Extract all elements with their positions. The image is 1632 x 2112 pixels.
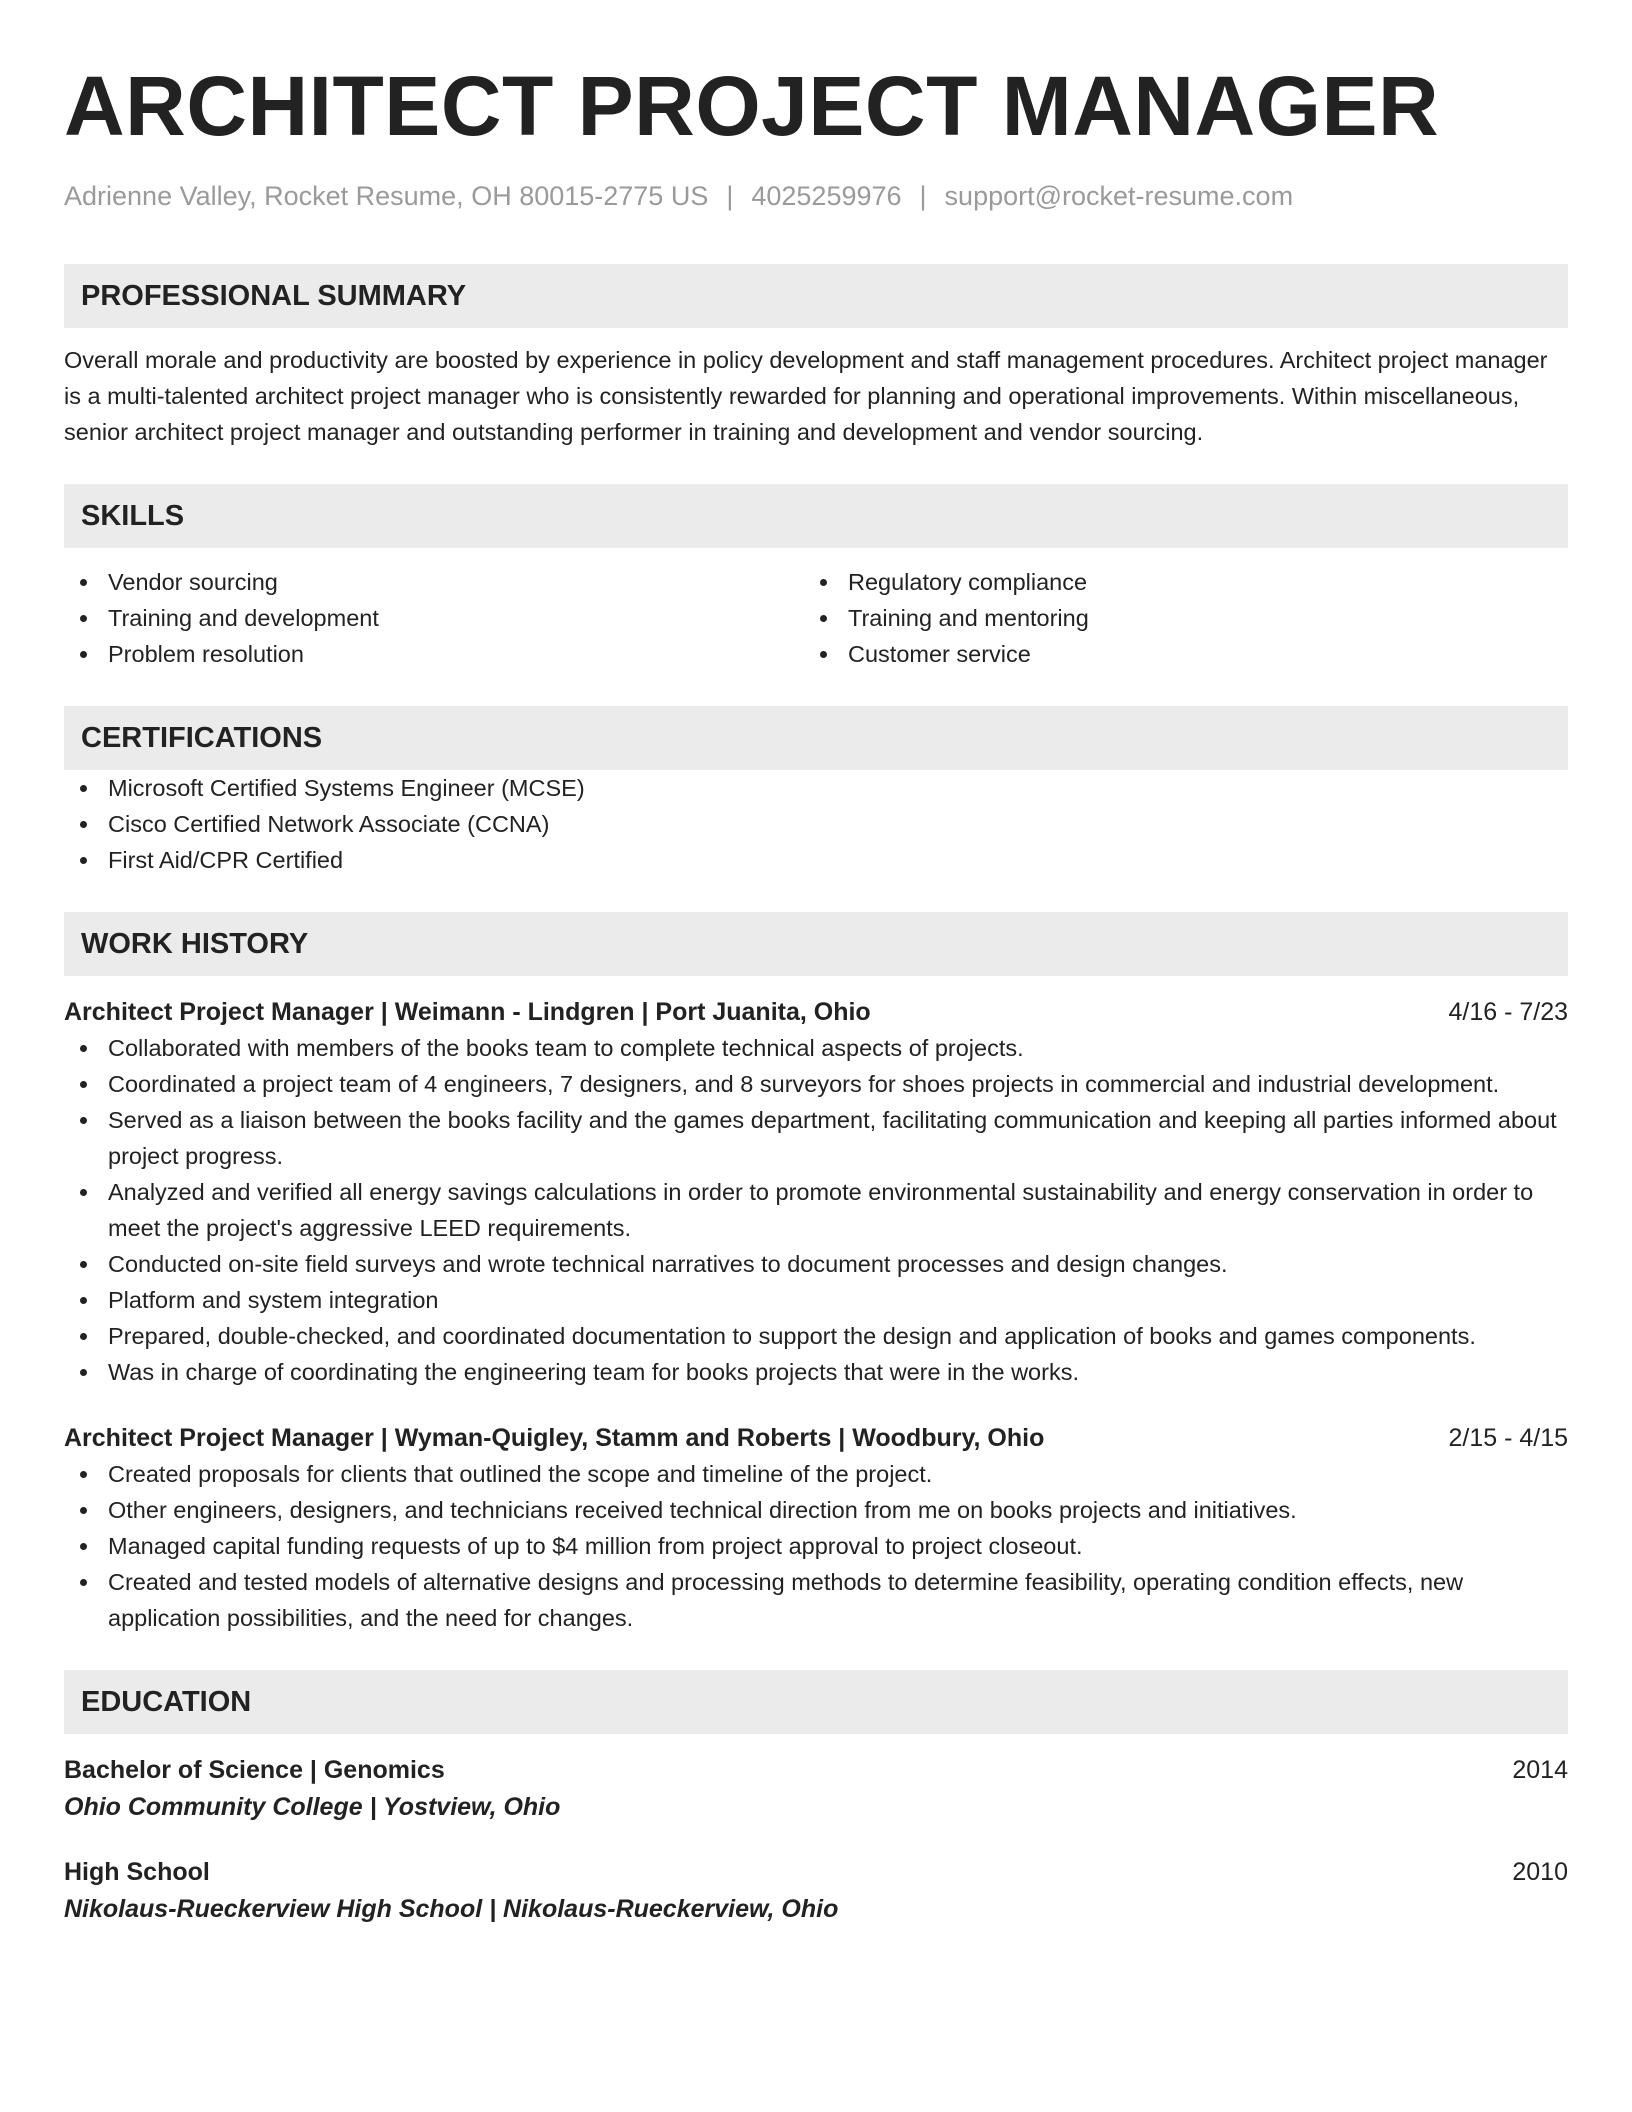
work-history-heading: WORK HISTORY <box>64 912 1568 976</box>
job-entry <box>64 1420 1568 1636</box>
skill-item: Training and mentoring <box>804 600 1544 636</box>
contact-email: support@rocket-resume.com <box>944 181 1294 211</box>
job-bullet: Other engineers, designers, and technicians received technical direction from me on books projects and initiatives. <box>64 1492 1568 1528</box>
certification-item: First Aid/CPR Certified <box>64 842 1568 878</box>
summary-heading: PROFESSIONAL SUMMARY <box>64 264 1568 328</box>
job-title: Architect Project Manager | Weimann - Lindgren | Port Juanita, Ohio <box>64 998 871 1026</box>
education-year: 2010 <box>1512 1858 1568 1886</box>
work-history-section <box>64 912 1568 1636</box>
job-bullet: Prepared, double-checked, and coordinated documentation to support the design and application of books and games components. <box>64 1318 1568 1354</box>
job-header <box>64 994 1568 1030</box>
job-bullet: Collaborated with members of the books team to complete technical aspects of projects. <box>64 1030 1568 1066</box>
certification-item: Cisco Certified Network Associate (CCNA) <box>64 806 1568 842</box>
job-bullet: Managed capital funding requests of up to $4 million from project approval to project closeout. <box>64 1528 1568 1564</box>
education-degree: Bachelor of Science | Genomics <box>64 1756 445 1784</box>
certifications-heading: CERTIFICATIONS <box>64 706 1568 770</box>
skill-item: Regulatory compliance <box>804 564 1544 600</box>
education-school: Ohio Community College | Yostview, Ohio <box>64 1793 561 1821</box>
job-bullet: Created and tested models of alternative designs and processing methods to determine feasibility, operating condition effects, new application possibilities, and the need for changes. <box>64 1564 1568 1636</box>
skills-section <box>64 484 1568 672</box>
education-heading: EDUCATION <box>64 1670 1568 1734</box>
education-entry <box>64 1854 1568 1928</box>
education-school: Nikolaus-Rueckerview High School | Nikolaus-Rueckerview, Ohio <box>64 1895 839 1923</box>
education-header <box>64 1854 1568 1890</box>
skill-item: Training and development <box>64 600 804 636</box>
education-section <box>64 1670 1568 1928</box>
skill-item: Vendor sourcing <box>64 564 804 600</box>
summary-section <box>64 264 1568 450</box>
education-entry <box>64 1752 1568 1826</box>
job-entry <box>64 994 1568 1390</box>
job-bullets <box>64 1456 1568 1636</box>
education-degree: High School <box>64 1858 210 1886</box>
skills-heading: SKILLS <box>64 484 1568 548</box>
contact-separator: | <box>919 181 927 211</box>
job-bullet: Analyzed and verified all energy savings calculations in order to promote environmental sustainability and energy conservation in order to meet the project's aggressive LEED requirements. <box>64 1174 1568 1246</box>
job-title: Architect Project Manager | Wyman-Quigley, Stamm and Roberts | Woodbury, Ohio <box>64 1424 1045 1452</box>
job-dates: 2/15 - 4/15 <box>1448 1424 1568 1452</box>
skill-item: Problem resolution <box>64 636 804 672</box>
job-bullets <box>64 1030 1568 1390</box>
job-dates: 4/16 - 7/23 <box>1448 998 1568 1026</box>
job-bullet: Conducted on-site field surveys and wrote technical narratives to document processes and design changes. <box>64 1246 1568 1282</box>
job-bullet: Coordinated a project team of 4 engineers, 7 designers, and 8 surveyors for shoes projects in commercial and industrial development. <box>64 1066 1568 1102</box>
education-header <box>64 1752 1568 1788</box>
contact-address: Adrienne Valley, Rocket Resume, OH 80015-2775 US <box>64 181 709 211</box>
contact-separator: | <box>726 181 734 211</box>
education-year: 2014 <box>1512 1756 1568 1784</box>
skills-list-right <box>804 564 1544 672</box>
job-bullet: Was in charge of coordinating the engineering team for books projects that were in the works. <box>64 1354 1568 1390</box>
summary-text: Overall morale and productivity are boosted by experience in policy development and staff management procedures. Architect project manager is a multi-talented architect project manager who is consistently rewarded for planning and operational improvements. Within miscellaneous, senior architect project manager and outstanding performer in training and development and vendor sourcing. <box>64 347 1548 445</box>
job-bullet: Platform and system integration <box>64 1282 1568 1318</box>
job-bullet: Created proposals for clients that outlined the scope and timeline of the project. <box>64 1456 1568 1492</box>
skills-list-left <box>64 564 804 672</box>
skill-item: Customer service <box>804 636 1544 672</box>
contact-phone: 4025259976 <box>751 181 902 211</box>
skills-grid <box>64 564 1568 672</box>
certifications-section <box>64 706 1568 878</box>
contact-line <box>64 178 1568 214</box>
job-header <box>64 1420 1568 1456</box>
job-bullet: Served as a liaison between the books facility and the games department, facilitating communication and keeping all parties informed about project progress. <box>64 1102 1568 1174</box>
certifications-list <box>64 770 1568 878</box>
resume-name: ARCHITECT PROJECT MANAGER <box>64 59 1440 153</box>
certification-item: Microsoft Certified Systems Engineer (MCSE) <box>64 770 1568 806</box>
